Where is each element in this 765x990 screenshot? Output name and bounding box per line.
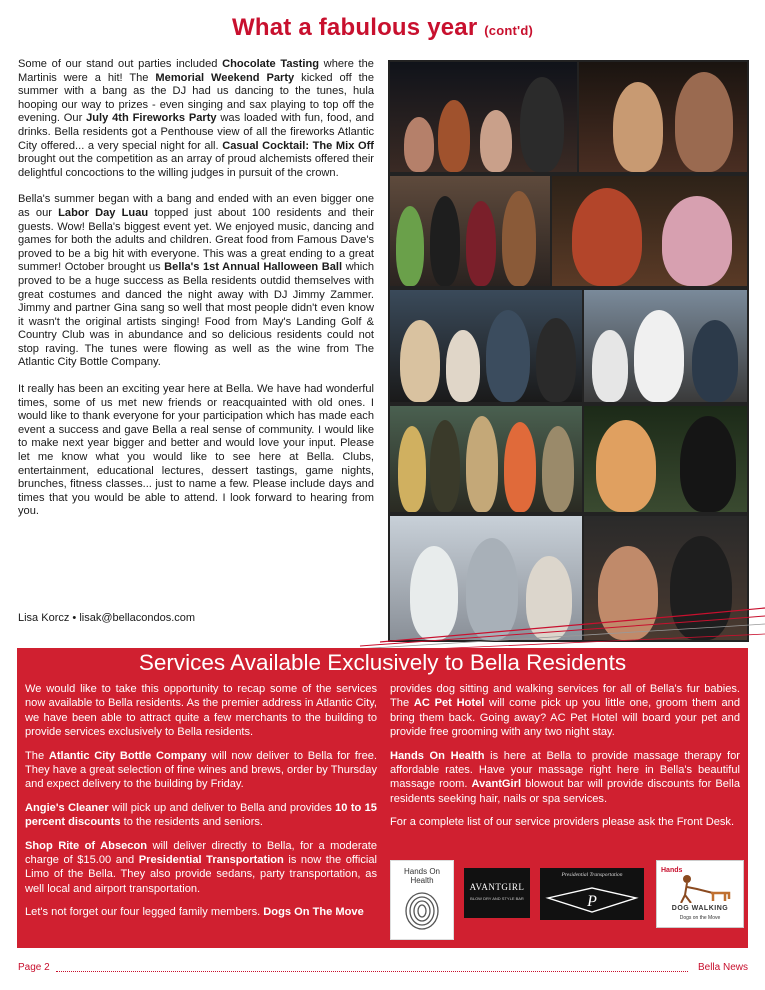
party-photo — [584, 406, 747, 512]
svg-text:P: P — [587, 893, 597, 910]
party-photo — [390, 406, 582, 512]
page-title-main: What a fabulous year — [232, 14, 478, 41]
page-title-suffix: (cont'd) — [484, 23, 533, 38]
services-right-column — [390, 682, 740, 839]
services-paragraph: Angie's Cleaner will pick up and deliver to Bella and provides 10 to 15 percent discounts to the residents and seniors. — [25, 801, 377, 829]
services-heading: Services Available Exclusively to Bella Residents — [138, 650, 627, 675]
p-monogram-icon — [540, 880, 644, 920]
article-body — [18, 58, 374, 532]
photo-collage — [388, 60, 749, 642]
page-number: Page 2 — [18, 962, 50, 973]
author-signature: Lisa Korcz • lisak@bellacondos.com — [18, 612, 196, 624]
services-paragraph: Shop Rite of Absecon will deliver directly to Bella, for a moderate charge of $15.00 and Presidential Transportation is now the official Limo of the Bella. They also provide sedans, party transportation, as well local and airport transportation. — [25, 839, 378, 895]
presidential-transportation-logo: Presidential Transportation P — [540, 868, 644, 920]
avantgirl-logo: AVANTGIRL BLOW DRY AND STYLE BAR — [464, 868, 530, 918]
dog-walker-icon — [673, 873, 733, 903]
services-paragraph: Let's not forget our four legged family members. Dogs On The Move — [25, 906, 364, 919]
party-photo — [552, 176, 747, 286]
party-photo — [390, 290, 582, 402]
article-paragraph-1: Some of our stand out parties included Chocolate Tasting where the Martinis were a hit! The Memorial Weekend Party kicked off the summer with a bang as the DJ had us dancing to the tunes, hula hooping our way to prizes - even singing and sax playing to top off the evening. Our July 4th Fireworks Party was loaded with fun, food, and drinks. Bella residents got a Penthouse view of all the fireworks Atlantic City offered... a very special night for all. Casual Cocktail: The Mix Off brought out the competition as an array of proud alchemists offered their delightful concoctions to the willing judges in pursuit of the crown. — [18, 58, 374, 179]
publication-name: Bella News — [697, 962, 748, 973]
services-panel — [17, 648, 748, 948]
party-photo — [390, 176, 550, 286]
footer-dotted-rule — [56, 971, 688, 972]
dogs-on-the-move-logo: Hands DOG WALKING Dogs on the Move — [656, 860, 744, 928]
services-paragraph: The Atlantic City Bottle Company will now deliver to Bella for free. They have a great selection of fine wines and brews, order by Thursday and expect delivery to the building by Friday. — [25, 749, 378, 791]
party-photo — [579, 62, 747, 172]
fingerprint-icon — [402, 891, 442, 931]
article-paragraph-3: It really has been an exciting year here at Bella. We have had wonderful times, some of us met new friends or reacquainted with old ones. I would like to thank everyone for your participation which has made each event a success and gave Bella a real sense of community. I would like to make next year bigger and better and would love your input. Please let me know what you would like to see here at Bella. Clubs, entertainment, educational lectures, dessert tastings, game nights, brunches, fitness classes... just to name a few. Please include days and times that you would be able to attend. I look forward to hearing from you. — [18, 383, 374, 518]
party-photo — [584, 290, 747, 402]
services-paragraph: Hands On Health is here at Bella to provide massage therapy for affordable rates. Have your massage right here in Bella's beautiful massage room. AvantGirl blowout bar will provide discounts for Bella residents seeking hair, nails or spa services. — [390, 749, 740, 805]
services-paragraph: For a complete list of our service providers please ask the Front Desk. — [390, 816, 735, 829]
hands-on-health-logo: Hands On Health — [390, 860, 454, 940]
page-title — [0, 14, 765, 42]
services-paragraph: We would like to take this opportunity to recap some of the services now available to Bella residents. As the premier address in Atlantic City, we have been able to attract quite a few merchants to the building to provide services exclusively to Bella residents. — [25, 683, 377, 739]
services-left-column — [25, 682, 377, 929]
article-paragraph-2: Bella's summer began with a bang and ended with an even bigger one as our Labor Day Luau topped just about 100 residents and their guests. Wow! Bella's biggest event yet. We enjoyed music, dancing and games for both the adults and children. Great food from Famous Dave's proved to be a big hit with everyone. This was a great ending to a great summer! October brought us Bella's 1st Annual Halloween Ball which proved to be a huge success as Bella residents outdid themselves with great costumes and danced the night away with DJ Jimmy Zammer. Jimmy and partner Gina sang so well that most people didn't even know it wasn't the original artists singing! Food from May's Landing Golf & Country Club was in abundance and so delicious residents could not stop raving. The tunes were flowing as well as the wine from The Atlantic City Bottle Company. — [18, 193, 374, 369]
party-photo — [390, 62, 577, 172]
services-paragraph: provides dog sitting and walking services for all of Bella's fur babies. The AC Pet Hotel will come pick up you little one, groom them and bring them back. Going away? AC Pet Hotel will board your pet and provide free grooming with any two night stay. — [390, 683, 741, 739]
sponsor-logos — [390, 860, 742, 940]
